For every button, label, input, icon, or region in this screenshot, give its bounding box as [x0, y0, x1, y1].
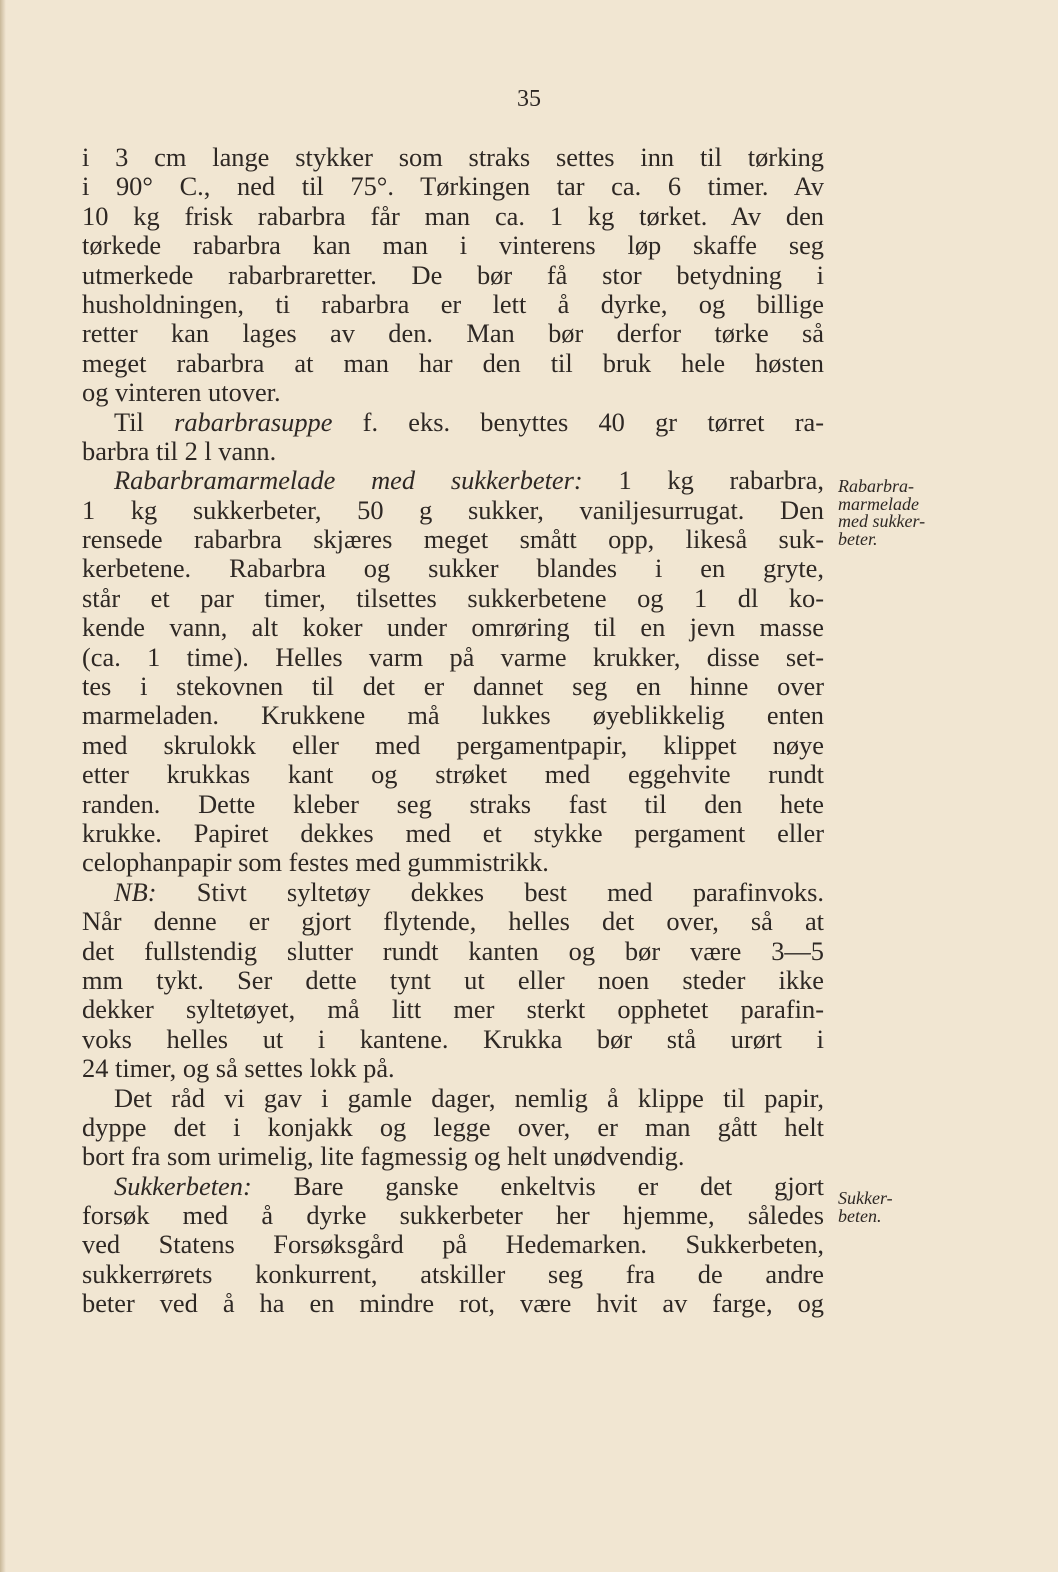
text-line — [82, 584, 824, 613]
text-line — [82, 1172, 824, 1201]
text-fragment: Når denne er gjort flytende, helles det over, så at — [82, 906, 824, 937]
margin-note-sukkerbeten — [838, 1190, 1038, 1225]
text-line — [82, 1025, 824, 1054]
text-fragment: retter kan lages av den. Man bør derfor tørke så — [82, 318, 824, 349]
text-fragment: tes i stekovnen til det er dannet seg en hinne over — [82, 671, 824, 702]
text-line — [82, 672, 824, 701]
text-fragment: med skrulokk eller med pergamentpapir, klippet nøye — [82, 729, 824, 760]
text-fragment: Stivt syltetøy dekkes best med parafinvoks. — [156, 876, 824, 907]
text-fragment: står et par timer, tilsettes sukkerbetene og 1 dl ko- — [82, 582, 824, 613]
text-fragment: mm tykt. Ser dette tynt ut eller noen steder ikke — [82, 964, 824, 995]
text-line — [82, 202, 824, 231]
text-line — [82, 1230, 824, 1259]
text-fragment: 1 kg rabarbra, — [582, 465, 824, 496]
text-line — [82, 1084, 824, 1113]
text-line — [82, 525, 824, 554]
italic-heading: Sukkerbeten: — [114, 1170, 252, 1201]
text-fragment: det fullstendig slutter rundt kanten og bør være 3—5 — [82, 935, 824, 966]
text-line — [82, 319, 824, 348]
text-line — [82, 554, 824, 583]
text-line — [82, 290, 824, 319]
text-line — [82, 878, 824, 907]
text-line — [82, 1289, 824, 1318]
text-fragment: ved Statens Forsøksgård på Hedemarken. Sukkerbeten, — [82, 1229, 824, 1260]
text-fragment: i 3 cm lange stykker som straks settes inn til tørking — [82, 142, 824, 172]
text-line — [82, 408, 824, 437]
text-line — [82, 907, 824, 936]
text-fragment: barbra til 2 l vann. — [82, 435, 277, 466]
text-line — [82, 760, 824, 789]
text-fragment: sukkerrørets konkurrent, atskiller seg fra de andre — [82, 1258, 824, 1289]
text-fragment: dyppe det i konjakk og legge over, er man gått helt — [82, 1111, 824, 1142]
text-line — [82, 731, 824, 760]
text-fragment: f. eks. benyttes 40 gr tørret ra- — [332, 406, 824, 437]
margin-note-line: med sukker- — [838, 511, 926, 531]
margin-note-line: beten. — [838, 1205, 882, 1226]
text-fragment: og vinteren utover. — [82, 377, 281, 408]
page-number: 35 — [517, 86, 541, 112]
text-line — [82, 231, 824, 260]
margin-note-line: beter. — [838, 528, 878, 549]
text-fragment: voks helles ut i kantene. Krukka bør stå urørt i — [82, 1023, 824, 1054]
italic-heading: rabarbrasuppe — [174, 406, 333, 437]
text-line — [82, 643, 824, 672]
margin-note-line: marmelade — [838, 493, 919, 514]
text-fragment: Til — [114, 406, 175, 437]
text-fragment: etter krukkas kant og strøket med eggehvite rundt — [82, 759, 824, 790]
text-line — [82, 819, 824, 848]
text-fragment: kende vann, alt koker under omrøring til en jevn masse — [82, 612, 824, 643]
text-line — [82, 1260, 824, 1289]
text-fragment: meget rabarbra at man har den til bruk hele høsten — [82, 347, 824, 378]
text-line — [82, 172, 824, 201]
body-text — [82, 143, 824, 1319]
text-fragment: 1 kg sukkerbeter, 50 g sukker, vaniljesurrugat. Den — [82, 494, 824, 525]
text-fragment: (ca. 1 time). Helles varm på varme krukker, disse set- — [82, 641, 824, 672]
text-fragment: forsøk med å dyrke sukkerbeter her hjemme, således — [82, 1200, 824, 1231]
text-line — [82, 1142, 824, 1171]
text-line — [82, 1201, 824, 1230]
text-line — [82, 995, 824, 1024]
text-fragment: bort fra som urimelig, lite fagmessig og helt unødvendig. — [82, 1141, 685, 1172]
text-fragment: i 90° C., ned til 75°. Tørkingen tar ca. 6 timer. Av — [82, 171, 824, 202]
text-line — [82, 966, 824, 995]
text-line — [82, 1054, 824, 1083]
text-line — [82, 1113, 824, 1142]
text-line — [82, 701, 824, 730]
text-fragment: tørkede rabarbra kan man i vinterens løp skaffe seg — [82, 230, 824, 261]
text-fragment: beter ved å ha en mindre rot, være hvit av farge, og — [82, 1288, 824, 1319]
text-fragment: rensede rabarbra skjæres meget smått opp, likeså suk- — [82, 524, 824, 555]
text-fragment: krukke. Papiret dekkes med et stykke pergament eller — [82, 817, 824, 848]
text-fragment: Det råd vi gav i gamle dager, nemlig å klippe til papir, — [114, 1082, 824, 1113]
text-fragment: kerbetene. Rabarbra og sukker blandes i en gryte, — [82, 553, 824, 584]
text-line — [82, 466, 824, 495]
text-line — [82, 437, 824, 466]
text-fragment: marmeladen. Krukkene må lukkes øyeblikkelig enten — [82, 700, 824, 731]
text-line — [82, 143, 824, 172]
text-line — [82, 613, 824, 642]
italic-heading: Rabarbramarmelade med sukkerbeter: — [114, 465, 583, 496]
text-line — [82, 790, 824, 819]
margin-note-line: Sukker- — [838, 1188, 893, 1208]
text-fragment: randen. Dette kleber seg straks fast til den hete — [82, 788, 824, 819]
text-fragment: dekker syltetøyet, må litt mer sterkt opphetet parafin- — [82, 994, 824, 1025]
text-fragment: Bare ganske enkeltvis er det gjort — [251, 1170, 824, 1201]
text-fragment: utmerkede rabarbraretter. De bør få stor betydning i — [82, 259, 824, 290]
text-fragment: celophanpapir som festes med gummistrikk. — [82, 847, 549, 878]
text-line — [82, 496, 824, 525]
italic-heading: NB: — [114, 876, 157, 907]
text-line — [82, 848, 824, 877]
text-line — [82, 937, 824, 966]
margin-note-line: Rabarbra- — [838, 476, 914, 496]
text-line — [82, 349, 824, 378]
text-fragment: husholdningen, ti rabarbra er lett å dyrke, og billige — [82, 288, 824, 319]
text-line — [82, 261, 824, 290]
text-fragment: 10 kg frisk rabarbra får man ca. 1 kg tørket. Av den — [82, 200, 824, 231]
page-edge — [0, 0, 6, 1572]
text-fragment: 24 timer, og så settes lokk på. — [82, 1053, 395, 1084]
text-line — [82, 378, 824, 407]
margin-note-rabarbramarmelade — [838, 478, 1038, 548]
